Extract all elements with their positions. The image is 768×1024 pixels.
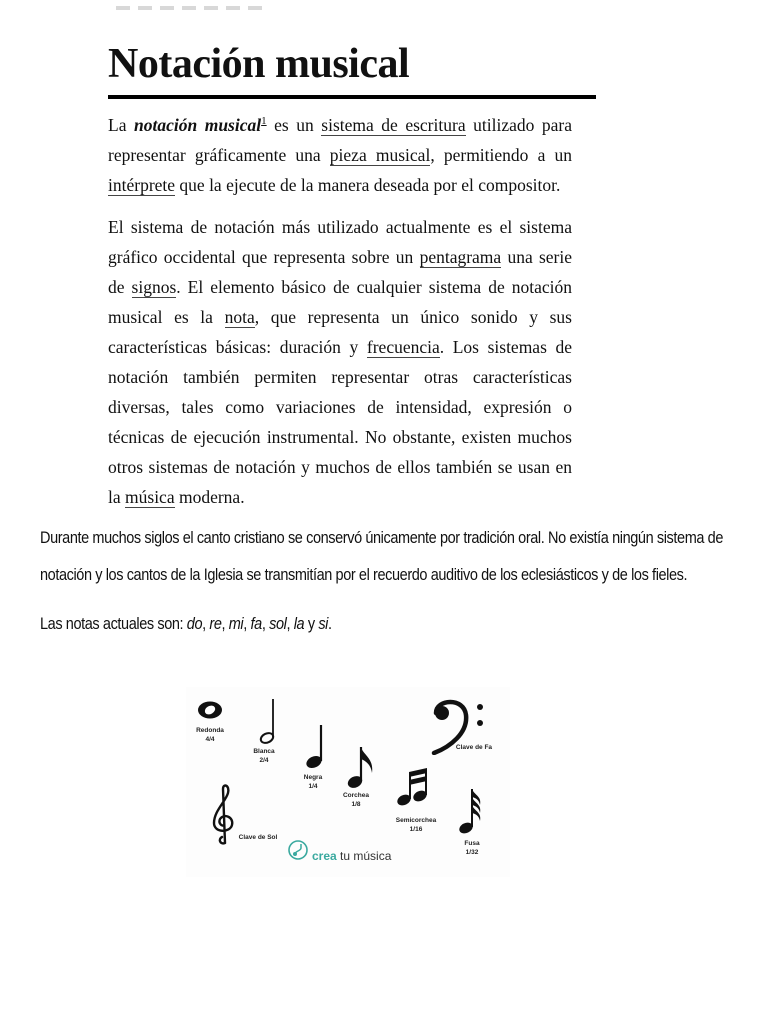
title-underline: [108, 95, 596, 99]
header-remnant: [116, 6, 266, 10]
note-la: la: [293, 615, 305, 634]
note-re: re: [209, 615, 222, 634]
note-mi: mi: [228, 615, 244, 634]
note-do: do: [186, 615, 203, 634]
intro-paragraph: La notación musical$^1$ es un sistema de escritura utilizado para representar gráficamente una pieza musical, permitiendo a un intérprete que la ejecute de la manera deseada por el compositor.: [108, 114, 572, 195]
sixteenth-note-icon: [396, 767, 432, 809]
note-si: si: [318, 615, 328, 634]
link-signos[interactable]: signos: [131, 277, 177, 297]
link-pieza-musical[interactable]: pieza musical: [329, 144, 431, 165]
link-frecuencia[interactable]: frecuencia: [366, 337, 440, 357]
term-notacion-musical: notación musical: [133, 114, 262, 135]
blanca-label: Blanca 2/4: [253, 748, 275, 764]
music-symbols-figure: [186, 687, 510, 877]
negra-label: Negra 1/4: [303, 774, 323, 790]
notes-paragraph: Las notas actuales son: do, re, mi, fa, sol, la y si.: [40, 615, 332, 634]
page-title: Notación musical: [108, 41, 410, 87]
brand-name: crea tu música: [312, 849, 392, 863]
body-paragraph: El sistema de notación más utilizado actualmente es el sistema gráfico occidental que representa sobre un pentagrama una serie de signos. El elemento básico de cualquier sistema de notación musical es la nota, que representa un único sonido y sus características básicas: duración y frecuencia. Los sistemas de notación también permiten representar otras características diversas, tales como variaciones de intensidad, expresión o técnicas de ejecución instrumental. No obstante, existen muchos otros sistemas de notación y muchos de ellos también se usan en la música moderna.: [108, 217, 573, 507]
note-fa: fa: [250, 615, 262, 634]
eighth-note-icon: [346, 745, 378, 791]
link-pentagrama[interactable]: pentagrama: [419, 247, 502, 267]
thirty-second-note-icon: [458, 787, 486, 837]
redonda-label: Redonda 4/4: [196, 727, 224, 743]
reference-link[interactable]: 1: [261, 115, 267, 127]
brand-logo-icon: [287, 839, 309, 861]
fusa-label: Fusa 1/32: [464, 840, 480, 856]
note-sol: sol: [269, 615, 287, 634]
corchea-label: Corchea 1/8: [342, 792, 369, 808]
clave-sol-label: Clave de Sol: [238, 834, 278, 841]
semicorchea-label: Semicorchea 1/16: [395, 817, 437, 833]
link-sistema-de-escritura[interactable]: sistema de escritura: [321, 114, 466, 135]
quarter-note-icon: [304, 723, 326, 771]
history-paragraph: Durante muchos siglos el canto cristiano se conservó únicamente por tradición oral. No existía ningún sistema de notación y los cantos de la Iglesia se transmitían por el recuerdo auditivo de los eclesiásticos y de los fieles.: [40, 529, 723, 585]
link-musica[interactable]: música: [125, 487, 175, 507]
link-interprete[interactable]: intérprete: [108, 174, 176, 195]
whole-note-icon: [196, 699, 224, 721]
half-note-icon: [258, 697, 278, 747]
link-nota[interactable]: nota: [224, 307, 255, 327]
clave-fa-label: Clave de Fa: [455, 744, 493, 751]
